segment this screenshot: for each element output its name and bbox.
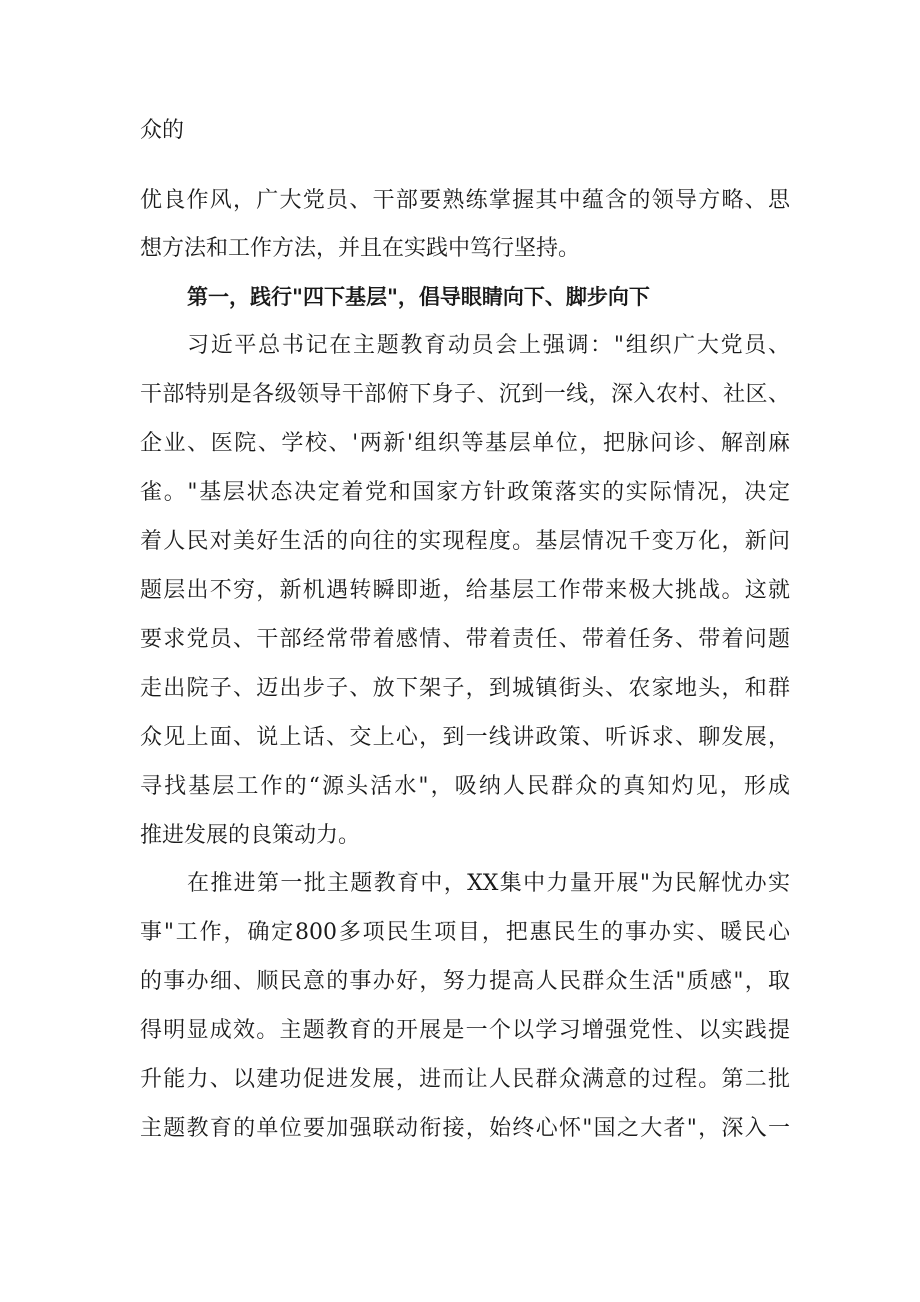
paragraph1-line-8: 走出院子、迈出步子、放下架子，到城镇街头、农家地头，和群 <box>140 676 790 701</box>
paragraph1-line-3: 企业、医院、学校、'两新'组织等基层单位，把脉问诊、解剖麻 <box>140 431 790 456</box>
paragraph1-line-9: 众见上面、说上话、交上心，到一线讲政策、听诉求、聊发展， <box>140 725 790 750</box>
paragraph2-line-1: 在推进第一批主题教育中，XX集中力量开展"为民解忧办实 <box>187 871 790 896</box>
paragraph1-line-7: 要求党员、干部经常带着感情、带着责任、带着任务、带着问题 <box>140 627 790 652</box>
paragraph1-line-2: 干部特别是各级领导干部俯下身子、沉到一线，深入农村、社区、 <box>140 382 790 407</box>
paragraph1-line-11: 推进发展的良策动力。 <box>140 823 361 848</box>
section-heading: 第一，践行"四下基层"，倡导眼睛向下、脚步向下 <box>187 285 650 309</box>
text-fragment-top: 众的 <box>140 118 185 143</box>
paragraph2-line-4: 得明显成效。主题教育的开展是一个以学习增强党性、以实践提 <box>140 1018 790 1043</box>
intro-line-1: 优良作风，广大党员、干部要熟练掌握其中蕴含的领导方略、思 <box>140 188 790 213</box>
paragraph1-line-1: 习近平总书记在主题教育动员会上强调："组织广大党员、 <box>187 333 790 358</box>
paragraph2-line-3: 的事办细、顺民意的事办好，努力提高人民群众生活"质感"，取 <box>140 969 790 994</box>
paragraph1-line-5: 着人民对美好生活的向往的实现程度。基层情况千变万化，新问 <box>140 529 790 554</box>
paragraph2-line-6: 主题教育的单位要加强联动衔接，始终心怀"国之大者"，深入一 <box>140 1116 790 1141</box>
paragraph2-line-5: 升能力、以建功促进发展，进而让人民群众满意的过程。第二批 <box>140 1067 790 1092</box>
paragraph2-line-2: 事"工作，确定800多项民生项目，把惠民生的事办实、暖民心 <box>140 920 790 945</box>
paragraph1-line-10: 寻找基层工作的“源头活水"，吸纳人民群众的真知灼见，形成 <box>140 774 790 799</box>
paragraph1-line-4: 雀。"基层状态决定着党和国家方针政策落实的实际情况，决定 <box>140 480 790 505</box>
paragraph1-line-6: 题层出不穷，新机遇转瞬即逝，给基层工作带来极大挑战。这就 <box>140 578 790 603</box>
intro-line-2: 想方法和工作方法，并且在实践中笃行坚持。 <box>140 236 581 261</box>
